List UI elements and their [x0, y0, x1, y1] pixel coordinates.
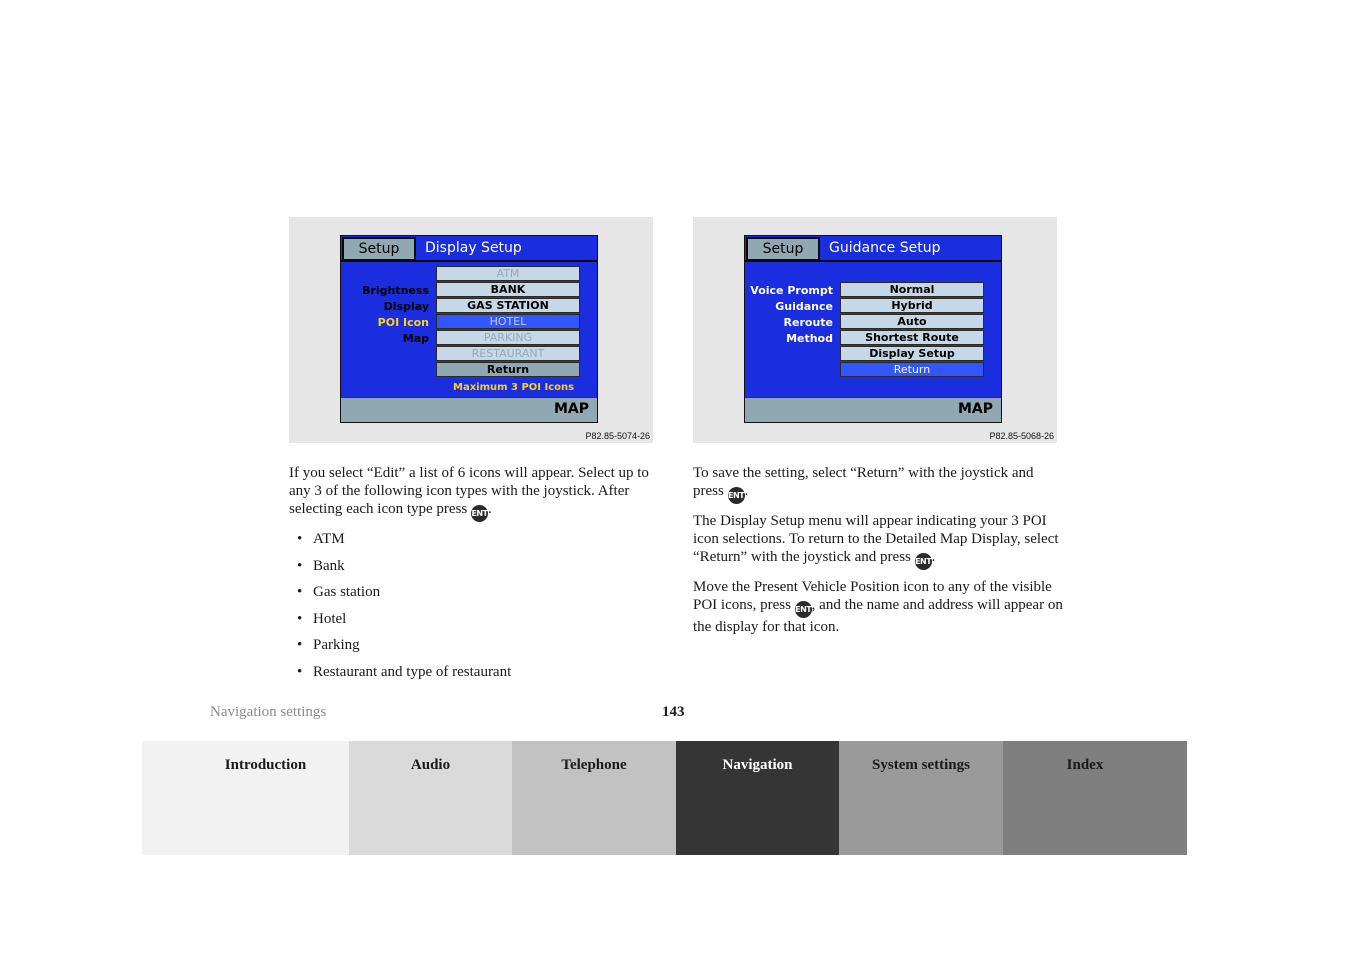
list-item: • Hotel — [297, 610, 659, 628]
figure-code: P82.85-5074-26 — [585, 431, 650, 441]
nav-screen-display-setup — [340, 235, 598, 423]
tab-system-settings[interactable]: System settings — [839, 741, 1003, 855]
paragraph-text: To save the setting, select “Return” with the joystick and press — [693, 465, 1034, 499]
side-item-reroute[interactable]: Reroute — [783, 316, 833, 329]
vehicle-position-paragraph — [693, 578, 1063, 636]
menu-item-return[interactable]: Return — [840, 362, 984, 377]
list-item: • Bank — [297, 557, 659, 575]
tab-introduction[interactable]: Introduction — [142, 741, 349, 855]
tab-navigation[interactable]: Navigation — [676, 741, 839, 855]
intro-text: If you select “Edit” a list of 6 icons will appear. Select up to any 3 of the following icon types with the joystick. After selecting each icon type press — [289, 465, 649, 517]
menu-item-hotel[interactable]: HOTEL — [436, 314, 580, 329]
menu-item-bank[interactable]: BANK — [436, 282, 580, 297]
side-item-poi-icon[interactable]: POI Icon — [377, 316, 429, 329]
side-item-brightness[interactable]: Brightness — [362, 284, 429, 297]
section-name: Navigation settings — [210, 704, 327, 720]
screen-title: Display Setup — [425, 240, 522, 256]
menu-item-hybrid[interactable]: Hybrid — [840, 298, 984, 313]
menu-item-gas-station[interactable]: GAS STATION — [436, 298, 580, 313]
tab-telephone[interactable]: Telephone — [512, 741, 676, 855]
list-item: • Parking — [297, 636, 659, 654]
menu-item-parking[interactable]: PARKING — [436, 330, 580, 345]
map-button[interactable]: MAP — [553, 401, 589, 417]
intro-text-end: . — [488, 501, 492, 517]
figure-code: P82.85-5068-26 — [989, 431, 1054, 441]
side-item-method[interactable]: Method — [786, 332, 833, 345]
ent-button-icon: ENT — [915, 553, 932, 570]
menu-item-display-setup[interactable]: Display Setup — [840, 346, 984, 361]
screen-bottom-bar — [745, 397, 1001, 422]
screen-divider — [745, 260, 1001, 262]
side-item-guidance[interactable]: Guidance — [775, 300, 833, 313]
guidance-setup-figure — [693, 217, 1057, 443]
chapter-tabs — [142, 741, 1187, 855]
map-button[interactable]: MAP — [957, 401, 993, 417]
paragraph-text: The Display Setup menu will appear indicating your 3 POI icon selections. To return to the Detailed Map Display, select “Return” with the joystick and press — [693, 513, 1059, 565]
page-number: 143 — [662, 704, 685, 720]
side-menu — [750, 283, 833, 347]
setup-tab[interactable]: Setup — [746, 237, 820, 261]
side-menu — [362, 283, 429, 347]
ent-button-icon: ENT — [795, 601, 812, 618]
ent-button-icon: ENT — [471, 505, 488, 522]
tab-index[interactable]: Index — [1003, 741, 1187, 855]
save-paragraph — [693, 464, 1063, 504]
menu-item-auto[interactable]: Auto — [840, 314, 984, 329]
tab-audio[interactable]: Audio — [349, 741, 512, 855]
poi-type-list — [289, 530, 659, 681]
max-poi-note: Maximum 3 POI Icons — [453, 382, 575, 393]
menu-item-atm[interactable]: ATM — [436, 266, 580, 281]
intro-paragraph — [289, 464, 659, 522]
left-text-column — [289, 464, 659, 689]
paragraph-text: . — [931, 549, 936, 565]
paragraph-text: Move the Present Vehicle Position icon to any of the visible POI icons, press — [693, 579, 1052, 613]
list-item: • Restaurant and type of restaurant — [297, 663, 659, 681]
menu-item-normal[interactable]: Normal — [840, 282, 984, 297]
setup-tab[interactable]: Setup — [342, 237, 416, 261]
menu-item-shortest-route[interactable]: Shortest Route — [840, 330, 984, 345]
screen-bottom-bar — [341, 397, 597, 422]
paragraph-text: , and the name and address will appear on the display for that icon. — [693, 597, 1063, 635]
display-setup-paragraph — [693, 512, 1063, 570]
ent-button-icon: ENT — [728, 487, 745, 504]
side-item-map[interactable]: Map — [402, 332, 429, 345]
right-text-column — [693, 464, 1063, 644]
list-item: • Gas station — [297, 583, 659, 601]
side-item-voice-prompt[interactable]: Voice Prompt — [750, 284, 833, 297]
menu-item-restaurant[interactable]: RESTAURANT — [436, 346, 580, 361]
menu-item-return[interactable]: Return — [436, 362, 580, 377]
nav-screen-guidance-setup — [744, 235, 1002, 423]
guidance-value-menu — [840, 282, 984, 378]
side-item-display[interactable]: Display — [383, 300, 429, 313]
list-item: • ATM — [297, 530, 659, 548]
display-setup-figure — [289, 217, 653, 443]
screen-divider — [341, 260, 597, 262]
screen-title: Guidance Setup — [829, 240, 941, 256]
paragraph-text: . — [744, 483, 749, 499]
poi-icon-menu — [436, 266, 580, 378]
